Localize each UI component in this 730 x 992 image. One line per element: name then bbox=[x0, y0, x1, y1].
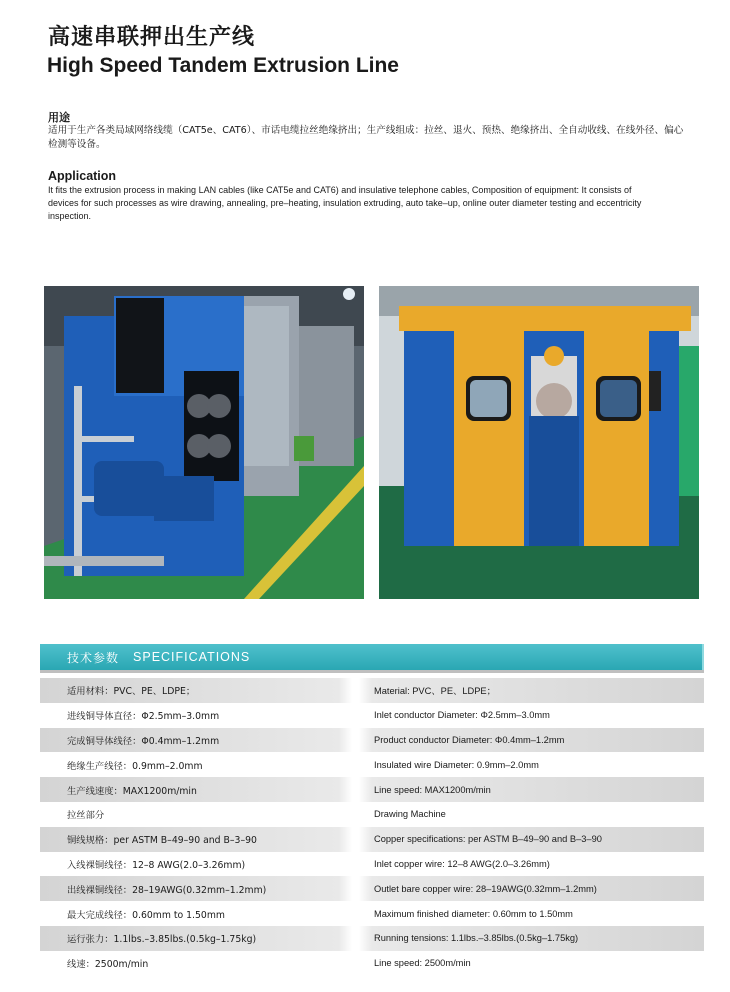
spec-row bbox=[40, 901, 704, 926]
spec-row bbox=[40, 926, 704, 951]
usage-text: 适用于生产各类局域网络线缆（CAT5e、CAT6）、市话电缆拉丝绝缘挤出；生产线组成：拉丝、退火、预热、绝缘挤出、全自动收线、在线外径、偏心检测等设备。 bbox=[48, 125, 684, 150]
drawing-machine-photo bbox=[44, 286, 364, 599]
spec-row bbox=[40, 852, 704, 877]
spec-cn: 运行张力：1.1lbs.–3.85lbs.(0.5kg–1.75kg) bbox=[67, 934, 257, 946]
extrusion-booth-photo bbox=[379, 286, 699, 599]
spec-en: Drawing Machine bbox=[374, 809, 446, 820]
spec-en: Inlet conductor Diameter: Φ2.5mm–3.0mm bbox=[374, 710, 550, 721]
spec-cn: 绝缘生产线径：0.9mm–2.0mm bbox=[67, 760, 203, 772]
application-heading: Application bbox=[48, 169, 117, 183]
spec-en: Line speed: 2500m/min bbox=[374, 958, 471, 969]
specifications-title-cn: 技术参数 bbox=[67, 650, 120, 665]
spec-en: Insulated wire Diameter: 0.9mm–2.0mm bbox=[374, 759, 539, 770]
page-title-en: High Speed Tandem Extrusion Line bbox=[47, 54, 399, 77]
application-text: It fits the extrusion process in making LAN cables (like CAT5e and CAT6) and insulative telephone cables, Composition of equipment: It consists of devices for such processes as wire drawing, annealing, pre–heating, insulation extruding, auto take–up, online outer diameter testing and eccentricity inspection. bbox=[48, 185, 642, 221]
spec-cn: 拉丝部分 bbox=[67, 810, 105, 822]
spec-en: Line speed: MAX1200m/min bbox=[374, 784, 491, 795]
specifications-underline bbox=[40, 670, 704, 673]
spec-en: Material: PVC、PE、LDPE； bbox=[374, 686, 496, 697]
spec-cn: 完成铜导体线径：Φ0.4mm–1.2mm bbox=[67, 735, 220, 747]
spec-en: Running tensions: 1.1lbs.–3.85lbs.(0.5kg–1.75kg) bbox=[374, 933, 579, 944]
spec-row bbox=[40, 678, 704, 703]
spec-cn: 最大完成线径：0.60mm to 1.50mm bbox=[67, 909, 225, 921]
page-title-cn: 高速串联押出生产线 bbox=[48, 25, 256, 50]
spec-cn: 线速：2500m/min bbox=[67, 959, 149, 971]
spec-en: Copper specifications: per ASTM B–49–90 and B–3–90 bbox=[374, 834, 602, 845]
usage-heading: 用途 bbox=[48, 111, 70, 124]
spec-row bbox=[40, 827, 704, 852]
spec-row bbox=[40, 777, 704, 802]
spec-row bbox=[40, 876, 704, 901]
spec-cn: 适用材料：PVC、PE、LDPE； bbox=[67, 686, 196, 698]
spec-row bbox=[40, 752, 704, 777]
spec-cn: 铜线规格：per ASTM B–49–90 and B–3–90 bbox=[67, 835, 257, 847]
specifications-header bbox=[40, 644, 704, 670]
spec-row bbox=[40, 802, 704, 827]
spec-en: Outlet bare copper wire: 28–19AWG(0.32mm–1.2mm) bbox=[374, 883, 597, 894]
specifications-table bbox=[40, 678, 704, 976]
spec-cn: 生产线速度：MAX1200m/min bbox=[67, 785, 197, 797]
spec-row bbox=[40, 728, 704, 753]
spec-en: Inlet copper wire: 12–8 AWG(2.0–3.26mm) bbox=[374, 858, 550, 869]
spec-row bbox=[40, 703, 704, 728]
spec-row bbox=[40, 951, 704, 976]
specifications-title-en: SPECIFICATIONS bbox=[133, 650, 251, 664]
spec-en: Maximum finished diameter: 0.60mm to 1.50mm bbox=[374, 908, 573, 919]
spec-cn: 出线裸铜线径：28–19AWG(0.32mm–1.2mm) bbox=[67, 884, 267, 896]
spec-cn: 入线裸铜线径：12–8 AWG(2.0–3.26mm) bbox=[67, 859, 246, 871]
spec-en: Product conductor Diameter: Φ0.4mm–1.2mm bbox=[374, 734, 565, 745]
spec-cn: 进线铜导体直径：Φ2.5mm–3.0mm bbox=[67, 711, 220, 723]
specifications-bar-accent bbox=[702, 644, 704, 670]
